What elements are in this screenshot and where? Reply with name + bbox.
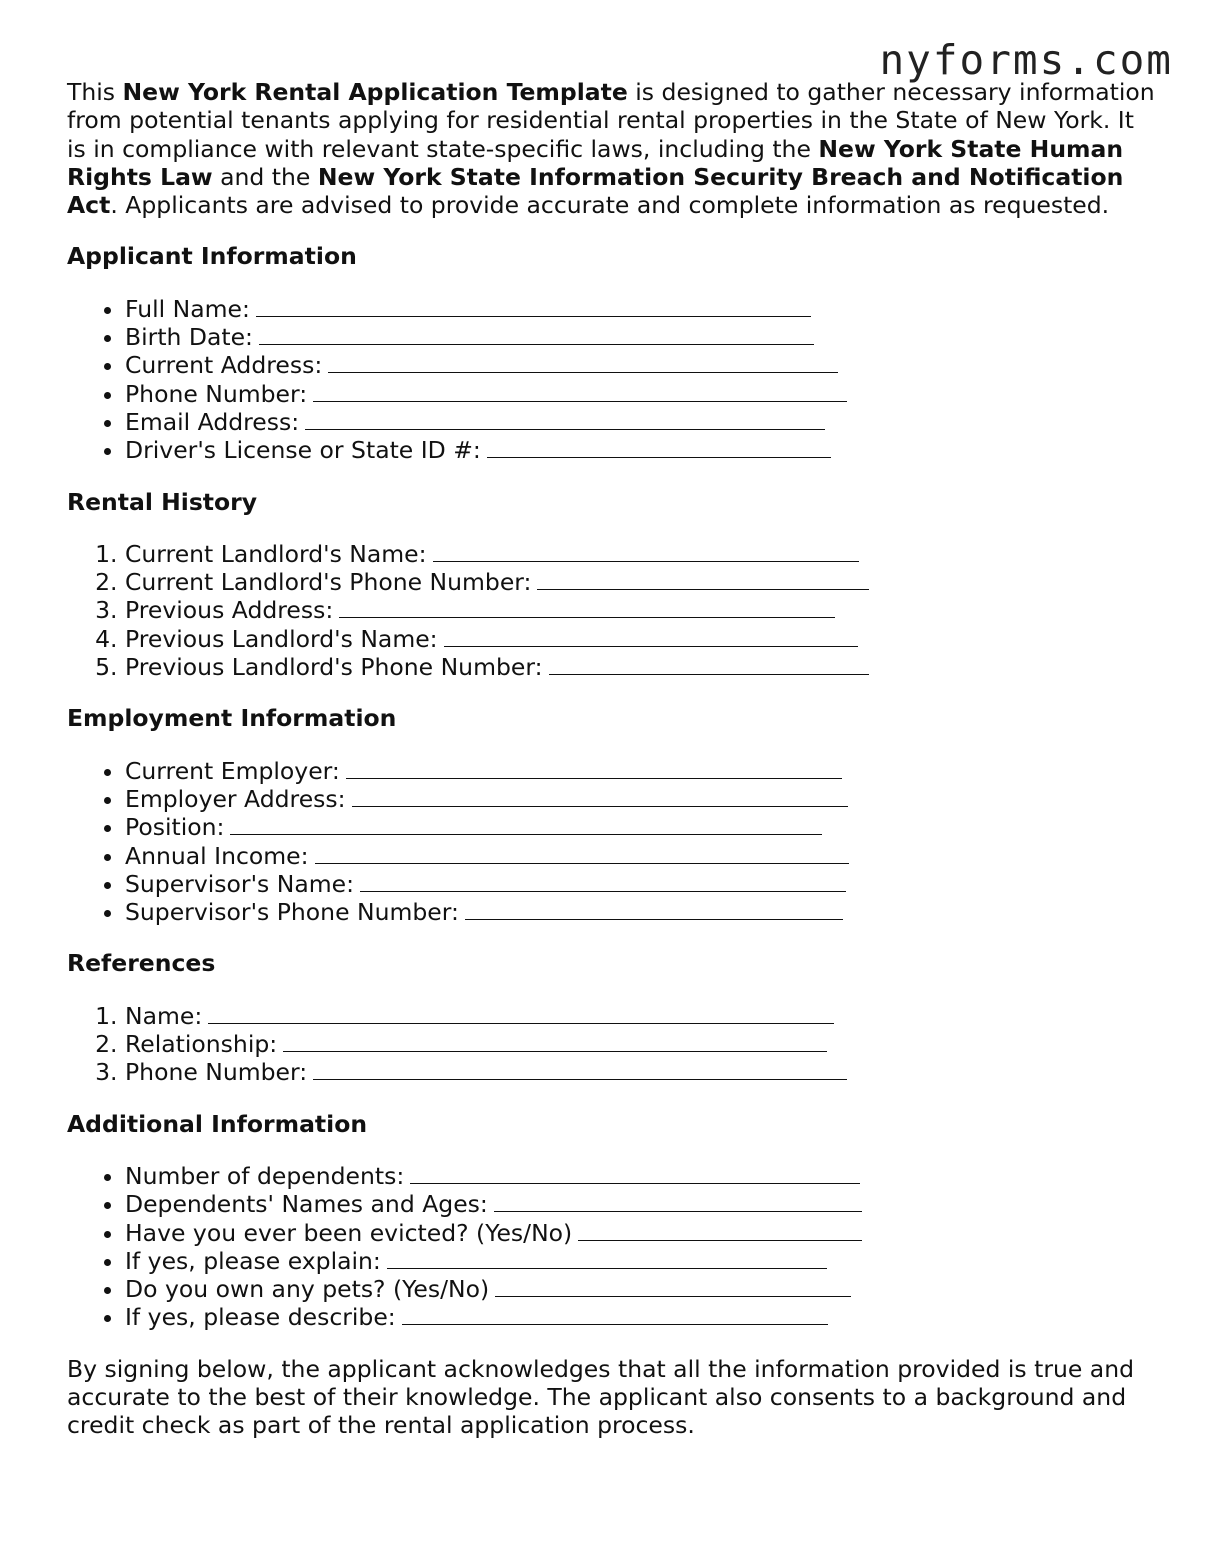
supervisor-phone-field[interactable] [465,899,843,920]
current-employer-field[interactable] [346,758,842,779]
field-label: Current Address: [125,351,323,380]
field-label: Birth Date: [125,323,253,352]
list-item [125,540,1157,568]
list-item [125,1002,1157,1030]
supervisor-name-field[interactable] [360,871,846,892]
section-heading-additional: Additional Information [67,1109,368,1138]
field-label: Previous Landlord's Name: [125,624,438,653]
field-label: Do you own any pets? (Yes/No) [125,1275,490,1304]
list-item [125,1219,1157,1247]
field-label: If yes, please explain: [125,1246,381,1275]
references-list [67,1002,1157,1087]
field-label: Current Employer: [125,756,340,785]
current-landlord-phone-field[interactable] [537,569,869,590]
previous-address-field[interactable] [339,597,835,618]
list-item [125,408,1157,436]
additional-list [67,1162,1157,1332]
pets-description-field[interactable] [402,1304,828,1325]
field-label: Have you ever been evicted? (Yes/No) [125,1218,573,1247]
previous-landlord-name-field[interactable] [444,626,858,647]
list-item [125,323,1157,351]
field-label: Number of dependents: [125,1161,405,1190]
watermark-logo: nyforms.com [879,36,1173,84]
eviction-explanation-field[interactable] [387,1248,827,1269]
field-label: Previous Landlord's Phone Number: [125,653,543,682]
list-item [125,757,1157,785]
reference-name-field[interactable] [208,1003,834,1024]
position-field[interactable] [230,814,822,835]
list-item [125,1162,1157,1190]
employer-address-field[interactable] [352,786,848,807]
section-heading-rental-history: Rental History [67,487,258,516]
intro-text: is designed to gather necessary information from potential tenants applying for residential rental properties in the State of New York. It is in compliance with relevant state-specific laws, including the [67,78,1155,163]
list-item [125,1303,1157,1331]
dependents-count-field[interactable] [410,1163,860,1184]
list-item [125,842,1157,870]
field-label: Previous Address: [125,596,334,625]
dependents-names-field[interactable] [494,1191,862,1212]
applicant-list [67,295,1157,465]
document-page [67,78,1157,1440]
field-label: Email Address: [125,407,300,436]
list-item [125,813,1157,841]
field-label: Supervisor's Name: [125,869,354,898]
field-label: If yes, please describe: [125,1303,396,1332]
list-item [125,1275,1157,1303]
field-label: Relationship: [125,1030,278,1059]
list-item [125,653,1157,681]
list-item [125,380,1157,408]
intro-text: and the [212,162,318,191]
field-label: Phone Number: [125,379,308,408]
previous-landlord-phone-field[interactable] [549,654,869,675]
license-id-field[interactable] [487,437,831,458]
list-item [125,1030,1157,1058]
list-item [125,898,1157,926]
evicted-field[interactable] [578,1220,862,1241]
list-item [125,596,1157,624]
field-label: Annual Income: [125,841,309,870]
field-label: Driver's License or State ID #: [125,436,481,465]
intro-text: This [67,78,123,106]
list-item [125,351,1157,379]
list-item [125,295,1157,323]
intro-text: . Applicants are advised to provide accurate and complete information as requested. [110,191,1110,220]
full-name-field[interactable] [256,296,811,317]
intro-law-human-rights: New York State Human Rights Law [67,134,1124,191]
section-heading-references: References [67,949,216,978]
list-item [125,1247,1157,1275]
field-label: Name: [125,1001,203,1030]
phone-number-field[interactable] [313,381,847,402]
list-item [125,1058,1157,1086]
acknowledgement-paragraph: By signing below, the applicant acknowledges that all the information provided is true and accurate to the best of their knowledge. The applicant also consents to a background and credit check as part of the rental application process. [67,1354,1135,1440]
list-item [125,568,1157,596]
birth-date-field[interactable] [259,324,814,345]
intro-paragraph [67,78,1157,219]
list-item [125,870,1157,898]
rental-history-list [67,540,1157,681]
email-address-field[interactable] [305,409,825,430]
field-label: Employer Address: [125,784,346,813]
field-label: Phone Number: [125,1058,308,1087]
pets-field[interactable] [495,1276,851,1297]
annual-income-field[interactable] [315,843,849,864]
reference-relationship-field[interactable] [283,1031,827,1052]
field-label: Full Name: [125,294,250,323]
current-address-field[interactable] [328,352,838,373]
employment-list [67,757,1157,927]
list-item [125,1190,1157,1218]
field-label: Dependents' Names and Ages: [125,1190,488,1219]
field-label: Current Landlord's Name: [125,539,427,568]
field-label: Current Landlord's Phone Number: [125,568,532,597]
reference-phone-field[interactable] [313,1059,847,1080]
section-heading-applicant: Applicant Information [67,242,357,271]
list-item [125,785,1157,813]
current-landlord-name-field[interactable] [433,541,859,562]
list-item [125,436,1157,464]
section-heading-employment: Employment Information [67,704,397,733]
intro-template-name: New York Rental Application Template [122,78,628,106]
list-item [125,625,1157,653]
intro-law-security-breach: New York State Information Security Breach and Notification Act [67,162,1124,220]
field-label: Position: [125,813,225,842]
field-label: Supervisor's Phone Number: [125,898,459,927]
